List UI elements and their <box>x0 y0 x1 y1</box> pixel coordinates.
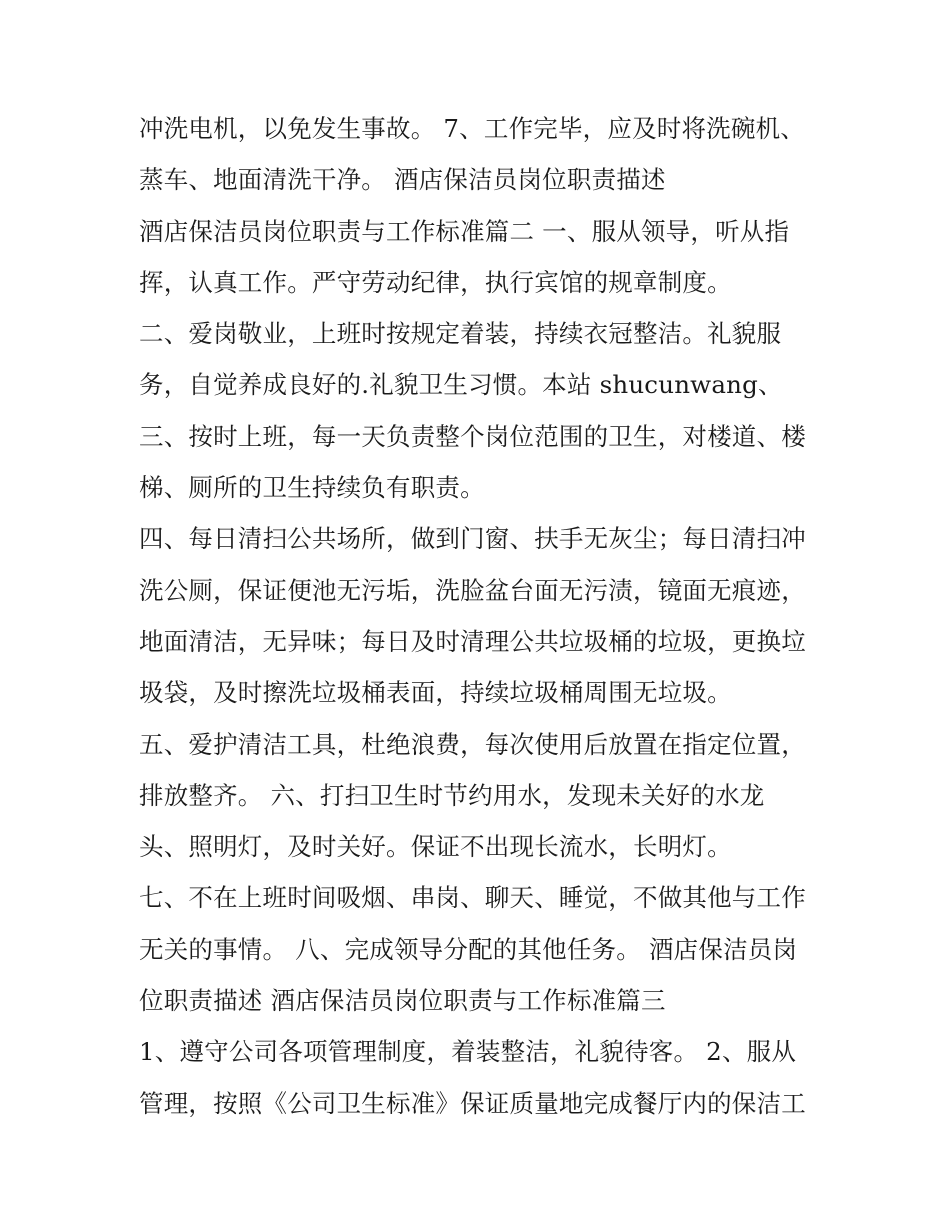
text-line: 四、每日清扫公共场所，做到门窗、扶手无灰尘；每日清扫冲 <box>139 524 806 554</box>
text-line: 无关的事情。 八、完成领导分配的其他任务。 酒店保洁员岗 <box>139 934 798 964</box>
text-line: 务，自觉养成良好的.礼貌卫生习惯。本站 shucunwang、 <box>139 370 783 400</box>
text-line: 二、爱岗敬业，上班时按规定着装，持续衣冠整洁。礼貌服 <box>139 319 782 349</box>
text-line: 梯、厕所的卫生持续负有职责。 <box>139 473 485 503</box>
text-line: 冲洗电机，以免发生事故。 7、工作完毕，应及时将洗碗机、 <box>139 114 805 143</box>
text-line: 三、按时上班，每一天负责整个岗位范围的卫生，对楼道、楼 <box>139 421 806 451</box>
text-line: 1、遵守公司各项管理制度，着装整洁，礼貌待客。 2、服从 <box>139 1037 797 1067</box>
text-line: 酒店保洁员岗位职责与工作标准篇二 一、服从领导，听从指 <box>139 216 790 246</box>
text-line: 七、不在上班时间吸烟、串岗、聊天、睡觉，不做其他与工作 <box>139 883 806 913</box>
text-line: 挥，认真工作。严守劳动纪律，执行宾馆的规章制度。 <box>139 267 732 297</box>
text-line: 排放整齐。 六、打扫卫生时节约用水，发现未关好的水龙 <box>139 780 765 810</box>
text-line: 地面清洁，无异味；每日及时清理公共垃圾桶的垃圾，更换垃 <box>139 626 806 656</box>
text-line: 圾袋，及时擦洗垃圾桶表面，持续垃圾桶周围无垃圾。 <box>139 678 732 708</box>
text-line: 洗公厕，保证便池无污垢，洗脸盆台面无污渍，镜面无痕迹， <box>139 575 806 605</box>
text-line: 五、爱护清洁工具，杜绝浪费，每次使用后放置在指定位置， <box>139 729 806 759</box>
document-body <box>139 103 829 1129</box>
text-line: 头、照明灯，及时关好。保证不出现长流水，长明灯。 <box>139 832 732 862</box>
text-line: 蒸车、地面清洗干净。 酒店保洁员岗位职责描述 <box>139 165 666 195</box>
text-line: 位职责描述 酒店保洁员岗位职责与工作标准篇三 <box>139 986 666 1016</box>
text-line: 管理，按照《公司卫生标准》保证质量地完成餐厅内的保洁工 <box>139 1088 806 1118</box>
